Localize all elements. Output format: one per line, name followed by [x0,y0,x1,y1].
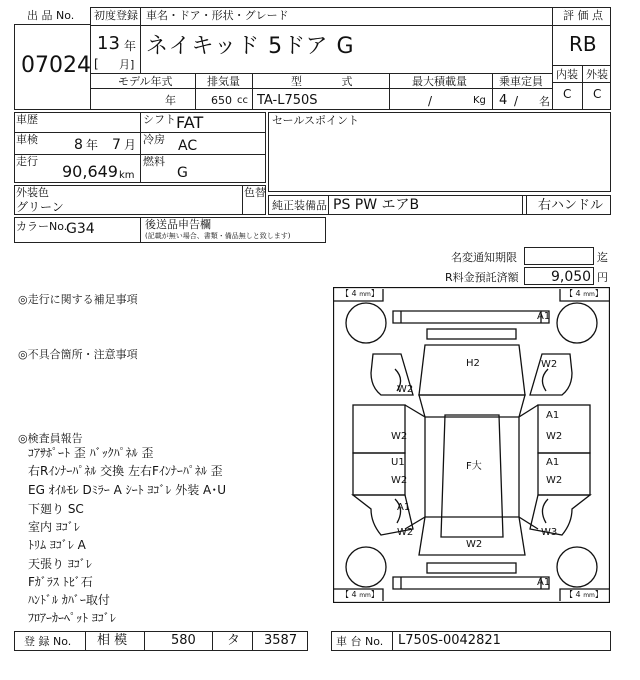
quarter-rear-right [530,495,590,535]
divider [522,195,523,215]
car-name-value: ネイキッド 5ドア G [146,34,355,59]
divider [212,631,213,651]
capacity-value: 4 [499,93,508,108]
mark-back-door: W2 [466,539,483,550]
mark-fender-left: W2 [397,384,414,395]
inspector-title: ◎検査員報告 [18,432,83,445]
sales-point-label: セールスポイント [272,114,360,127]
inspector-line: ﾊﾝﾄﾞﾙ ｶﾊﾞｰ取付 [28,593,110,607]
equipment-label: 純正装備品 [272,199,327,212]
pillar-right [519,405,538,529]
inspection-month-unit: 月 [124,138,137,152]
rear-plate-area [427,563,516,573]
divider [85,631,86,651]
inspector-line: 室内 ﾖｺﾞﾚ [28,520,80,534]
name-change-label: 名変通知期限 [451,251,517,264]
type-value: TA-L750S [257,93,318,108]
displacement-label: 排気量 [207,75,240,88]
inspection-month: 7 [112,137,121,153]
mark-door-rl-u1: U1 [391,457,405,468]
fuel-label: 燃料 [143,155,165,168]
mark-hood: H2 [466,358,480,369]
max-load-label: 最大積載量 [412,75,467,88]
grade-value: RB [569,32,597,56]
divider [14,154,266,155]
model-year-label: モデル年式 [118,75,173,88]
inspector-line: Fｶﾞﾗｽ ﾄﾋﾞ石 [28,575,93,589]
capacity-sep: / [514,94,519,108]
divider [90,73,552,74]
divider [140,7,141,73]
divider [552,7,553,110]
tire-label-tl: 【 4 mm】 [341,289,379,298]
mark-front-bumper: A1 [537,311,551,322]
mileage-value: 90,649 [62,162,118,181]
mileage-label: 走行 [16,155,38,168]
reg-class-no: 580 [171,633,196,648]
divider [140,217,141,243]
divider [252,631,253,651]
door-front-left [353,405,408,453]
front-bumper [393,311,549,323]
recycle-amount: 9,050 [551,269,592,285]
divider [14,132,266,133]
mark-door-rl-w2: W2 [391,475,408,486]
inspection-year: 8 [74,137,83,153]
divider [195,73,196,110]
tire-rear-left [346,547,386,587]
first-reg-month-bracket: [ [94,57,99,71]
driving-notes-title: ◎走行に関する補足事項 [18,293,138,306]
ext-color-label: 外装色 [16,186,49,199]
front-grille [427,329,516,339]
fuel-value: G [177,165,188,181]
color-no-value: G34 [66,221,95,237]
windshield [419,395,525,417]
tire-label-bl: 【 4 mm】 [341,590,379,599]
mark-quarter-rr-w3: W3 [541,527,558,538]
chassis-label: 車 台 No. [336,635,384,648]
steering-value: 右ハンドル [538,198,604,213]
ext-color-value: グリーン [16,200,64,214]
inspection-year-unit: 年 [86,138,99,152]
type-label: 型 式 [291,75,371,88]
inspector-line: 右Rｲﾝﾅｰﾊﾟﾈﾙ 交換 左右Fｲﾝﾅｰﾊﾟﾈﾙ 歪 [28,464,223,478]
wheel-arch-fr [542,369,548,391]
name-change-field [524,247,594,265]
shift-value: FAT [176,113,204,132]
first-reg-label: 初度登録 [94,9,138,22]
divider [389,73,390,110]
capacity-unit: 名 [539,95,550,108]
exterior-label: 外装 [586,68,608,81]
inspector-line: ﾌﾛｱｰｶｰﾍﾟｯﾄ ﾖｺﾞﾚ [28,611,116,625]
recycle-label: R料金預託済額 [445,271,519,284]
recycle-unit: 円 [597,271,608,284]
mark-door-rr-w2: W2 [546,475,563,486]
reg-number: 3587 [264,633,298,648]
divider [90,25,552,26]
inspector-line: ﾄﾘﾑ ﾖｺﾞﾚ A [28,538,86,552]
color-change-label: 色替 [244,186,266,199]
max-load-unit: Kg [473,95,486,106]
mileage-unit: km [119,170,135,181]
grade-label: 評 価 点 [563,9,603,22]
divider [552,25,611,26]
aircon-value: AC [178,138,198,154]
tire-front-right [557,303,597,343]
inspector-line: EG ｵｲﾙﾓﾚ Dﾐﾗｰ A ｼｰﾄ ﾖｺﾞﾚ 外装 A･U [28,483,227,497]
rear-bumper [393,577,549,589]
history-label: 車歴 [16,113,38,126]
interior-grade: C [563,87,572,101]
max-load-sep: / [428,94,433,108]
divider [552,82,611,83]
divider [392,631,393,651]
divider [252,73,253,110]
aircon-label: 冷房 [143,133,165,146]
tire-rear-right [557,547,597,587]
interior-label: 内装 [556,68,578,81]
divider [242,185,243,215]
mark-rear-bumper: A1 [537,577,551,588]
divider [140,112,141,183]
lot-no-label: 出 品 No. [27,9,75,22]
mark-door-fr-a1: A1 [546,410,560,421]
model-year-unit: 年 [165,94,176,107]
shift-label: シフト [143,113,176,126]
hood [419,345,525,395]
inspector-line: 天張り ﾖｺﾞﾚ [28,557,92,571]
lot-no-value: 07024 [21,53,91,78]
mark-door-rr-a1: A1 [546,457,560,468]
defects-notes-title: ◎不具合箇所・注意事項 [18,348,138,361]
displacement-value: 650 [211,94,232,107]
equipment-value: PS PW エアB [333,197,420,213]
divider [328,195,329,215]
divider [492,73,493,110]
mark-quarter-rl-w2: W2 [397,527,414,538]
divider [144,631,145,651]
wheel-arch-rr [542,499,548,523]
inspector-line: ｺｱｻﾎﾟｰﾄ 歪 ﾊﾞｯｸﾊﾟﾈﾙ 歪 [28,446,154,460]
reg-kana: タ [227,633,241,648]
capacity-label: 乗車定員 [499,75,543,88]
inspector-line: 下廻り SC [28,502,84,516]
name-change-unit: 迄 [597,251,608,264]
mark-door-fr-w2: W2 [546,431,563,442]
first-reg-year-unit: 年 [124,39,137,53]
first-reg-year: 13 [97,33,120,54]
tire-front-left [346,303,386,343]
reg-no-label: 登 録 No. [24,635,72,648]
mark-roof: F大 [466,461,482,472]
car-diagram-svg [333,287,610,603]
displacement-unit: cc [237,95,248,106]
divider [526,195,527,215]
divider [90,88,552,89]
exterior-grade: C [593,87,602,101]
chassis-no: L750S-0042821 [398,633,501,648]
car-name-label: 車名・ドア・形状・グレード [146,9,289,22]
docs-label: 後送品申告欄 [145,218,211,231]
divider [582,65,583,110]
mark-door-fl-w2: W2 [391,431,408,442]
tire-label-br: 【 4 mm】 [565,590,603,599]
mark-quarter-rl-a1: A1 [397,502,411,513]
car-damage-diagram [333,287,610,603]
mark-fender-right: W2 [541,359,558,370]
docs-note: (記載が無い場合、書類・備品無しと致します) [145,232,291,240]
reg-region: 相 模 [97,633,128,648]
tire-label-tr: 【 4 mm】 [565,289,603,298]
color-no-label: カラーNo. [16,220,68,233]
roof [441,415,503,537]
first-reg-month-unit: 月] [119,58,135,71]
inspection-label: 車検 [16,133,38,146]
